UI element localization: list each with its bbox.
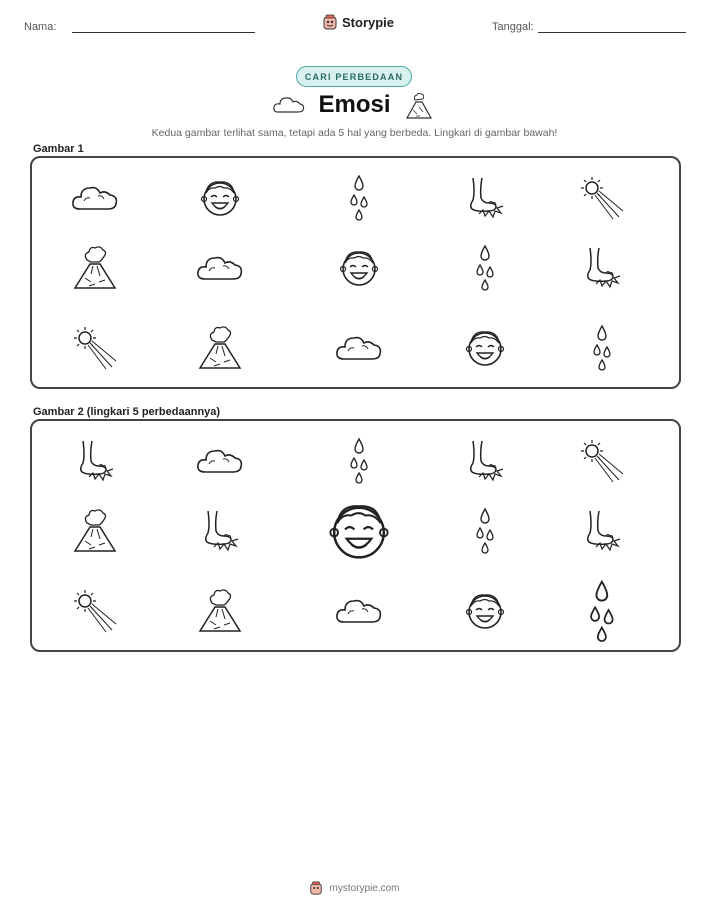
picture-2-cell[interactable] [567,426,637,496]
footer [0,881,709,895]
laughing-face-icon [200,178,240,218]
picture-2-cell[interactable] [324,496,394,566]
picture-2-cell[interactable] [60,496,130,566]
picture-2-cell[interactable] [450,496,520,566]
picture-2-cell[interactable] [450,576,520,646]
stomping-foot-icon [198,509,242,553]
picture-1-label: Gambar 1 [33,143,84,155]
volcano-icon [73,507,117,555]
picture-1-cell [185,233,255,303]
name-label: Nama: [24,21,57,33]
picture-2-cell[interactable] [185,496,255,566]
picture-2-cell[interactable] [60,426,130,496]
laughing-face-icon [465,328,505,368]
picture-2-cell[interactable] [324,426,394,496]
picture-2-cell[interactable] [567,496,637,566]
picture-1-cell [450,233,520,303]
activity-badge: CARI PERBEDAAN [296,66,412,87]
date-label: Tanggal: [492,21,534,33]
picture-1-cell [567,233,637,303]
stomping-foot-icon [73,439,117,483]
picture-2-cell[interactable] [60,576,130,646]
water-drops-icon [587,579,617,644]
picture-1-cell [60,313,130,383]
brand-name: Storypie [342,14,395,30]
stomping-foot-icon [580,246,624,290]
sun-rays-icon [579,438,625,484]
brand-logo [322,14,394,30]
picture-2-label: Gambar 2 (lingkari 5 perbedaannya) [33,406,221,418]
volcano-icon [198,324,242,372]
footer-site: mystorypie.com [329,882,400,894]
cloud-icon [334,331,384,365]
page-title: Emosi [318,91,391,118]
picture-1-cell [60,233,130,303]
water-drops-icon [474,244,496,292]
cloud-icon [195,251,245,285]
picture-1-cell [185,313,255,383]
cloud-icon [70,181,120,215]
volcano-icon [198,587,242,635]
volcano-icon [73,244,117,292]
stomping-foot-icon [580,509,624,553]
water-drops-icon [348,174,370,222]
picture-1-cell [567,163,637,233]
picture-1-cell [450,313,520,383]
sun-rays-icon [72,588,118,634]
storypie-mascot-icon [322,14,338,30]
sun-rays-icon [579,175,625,221]
picture-1-cell [324,163,394,233]
picture-1-cell [185,163,255,233]
laughing-face-icon [465,591,505,631]
picture-1-cell [567,313,637,383]
volcano-icon [405,92,433,120]
water-drops-icon [474,507,496,555]
picture-2-panel[interactable] [30,419,681,652]
picture-1-cell [324,313,394,383]
sun-rays-icon [72,325,118,371]
stomping-foot-icon [463,176,507,220]
date-field[interactable] [538,32,686,33]
picture-2-cell[interactable] [185,426,255,496]
picture-1-cell [450,163,520,233]
storypie-mascot-icon [309,881,323,895]
picture-1-cell [324,233,394,303]
picture-2-cell[interactable] [324,576,394,646]
picture-2-cell[interactable] [567,576,637,646]
cloud-icon [334,594,384,628]
instructions: Kedua gambar terlihat sama, tetapi ada 5 hal yang berbeda. Lingkari di gambar bawah! [151,127,558,139]
stomping-foot-icon [463,439,507,483]
water-drops-icon [591,324,613,372]
cloud-icon [195,444,245,478]
picture-2-cell[interactable] [185,576,255,646]
picture-1-panel [30,156,681,389]
water-drops-icon [348,437,370,485]
laughing-face-icon [328,500,390,562]
picture-1-cell [60,163,130,233]
name-field[interactable] [72,32,255,33]
picture-2-cell[interactable] [450,426,520,496]
laughing-face-icon [339,248,379,288]
